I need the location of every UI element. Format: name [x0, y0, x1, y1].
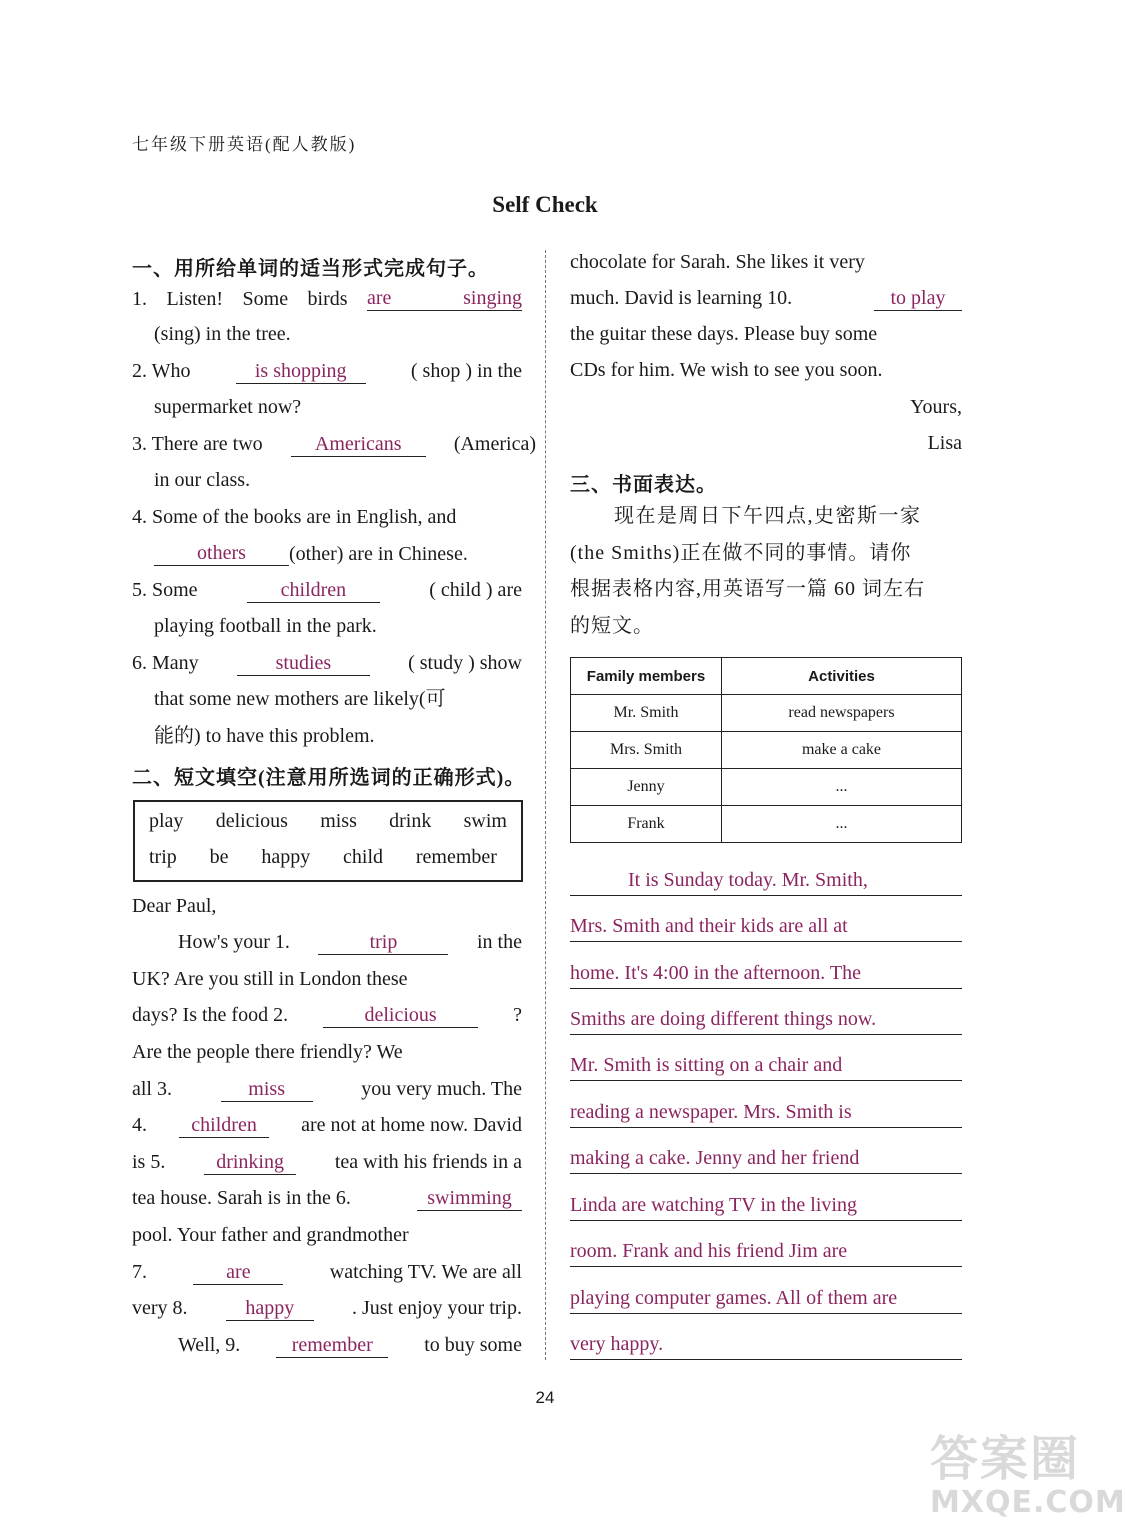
passage-text: tea house. Sarah is in the 6.: [132, 1187, 351, 1209]
blank-7-answer[interactable]: are: [193, 1260, 283, 1285]
watermark-url: MXQE.COM: [930, 1485, 1126, 1520]
passage-line-12: [178, 1333, 522, 1358]
q6-continuation-1: that some new mothers are likely(可: [154, 688, 446, 710]
essay-line-1: It is Sunday today. Mr. Smith,: [570, 865, 962, 896]
passage-line-2: UK? Are you still in London these: [132, 968, 408, 990]
blank-2-answer[interactable]: delicious: [323, 1003, 478, 1028]
passage-line-14: [570, 286, 962, 311]
table-header: Activities: [722, 658, 962, 695]
passage-text: in the: [477, 931, 522, 953]
blank-8-answer[interactable]: happy: [226, 1296, 314, 1321]
page-number: 24: [535, 1388, 555, 1407]
table-cell: ...: [722, 769, 962, 806]
q3-continuation: in our class.: [154, 469, 251, 491]
passage-line-15: the guitar these days. Please buy some: [570, 323, 878, 345]
book-header: 七年级下册英语(配人教版): [132, 135, 357, 154]
blank-9-answer[interactable]: remember: [276, 1333, 388, 1358]
passage-text: days? Is the food 2.: [132, 1004, 289, 1026]
q2-continuation: supermarket now?: [154, 396, 302, 418]
essay-line-3: home. It's 4:00 in the afternoon. The: [570, 958, 962, 989]
passage-text: is 5.: [132, 1151, 166, 1173]
blank-4-answer[interactable]: children: [179, 1113, 269, 1138]
passage-text: much. David is learning 10.: [570, 287, 793, 309]
q4-continuation: [154, 541, 468, 566]
passage-text: to buy some: [424, 1334, 522, 1356]
q2-suffix: ( shop ) in the: [410, 360, 522, 382]
essay-line-4: Smiths are doing different things now.: [570, 1004, 962, 1035]
letter-signature: Lisa: [927, 432, 962, 454]
passage-line-11: [132, 1296, 522, 1321]
q6-answer[interactable]: studies: [237, 651, 370, 676]
passage-text: all 3.: [132, 1078, 172, 1100]
table-header: Family members: [571, 658, 722, 695]
word-item: child: [343, 846, 384, 868]
prompt-line-1: 现在是周日下午四点,史密斯一家: [614, 505, 922, 527]
essay-line-2: Mrs. Smith and their kids are all at: [570, 911, 962, 942]
q4-suffix: (other) are in Chinese.: [289, 543, 468, 565]
q1-prefix: 1. Listen! Some birds: [132, 288, 348, 310]
table-cell: make a cake: [722, 732, 962, 769]
passage-text: 7.: [132, 1261, 147, 1283]
passage-text: very 8.: [132, 1297, 188, 1319]
word-item: be: [209, 846, 229, 868]
q2-prefix: 2. Who: [132, 360, 191, 382]
q3-suffix: (America): [453, 433, 536, 455]
table-row: [571, 769, 962, 806]
essay-line-8: Linda are watching TV in the living: [570, 1190, 962, 1221]
word-item: swim: [463, 810, 507, 832]
essay-line-11: very happy.: [570, 1329, 962, 1360]
word-item: drink: [389, 810, 432, 832]
blank-5-answer[interactable]: drinking: [204, 1150, 296, 1175]
activities-table: [570, 657, 962, 843]
table-header-row: [571, 658, 962, 695]
word-bank-row-1: [149, 810, 507, 833]
q5-suffix: ( child ) are: [429, 579, 522, 601]
table-cell: read newspapers: [722, 695, 962, 732]
section2-heading: 二、短文填空(注意用所选词的正确形式)。: [132, 767, 526, 789]
passage-text: 4.: [132, 1114, 147, 1136]
prompt-line-4: 的短文。: [570, 615, 654, 637]
passage-text: How's your 1.: [178, 931, 290, 953]
watermark-logo: [930, 1420, 1126, 1530]
word-item: miss: [320, 810, 357, 832]
blank-10-answer[interactable]: to play: [874, 286, 962, 311]
q5-prefix: 5. Some: [132, 579, 198, 601]
word-item: play: [149, 810, 184, 832]
passage-line-1: [178, 930, 522, 955]
table-cell: Frank: [571, 806, 722, 843]
passage-line-6: [132, 1113, 522, 1138]
q5-continuation: playing football in the park.: [154, 615, 377, 637]
passage-line-7: [132, 1150, 522, 1175]
q6-suffix: ( study ) show: [408, 652, 522, 674]
table-row: [571, 806, 962, 843]
word-bank: [133, 800, 523, 882]
q5-answer[interactable]: children: [247, 578, 380, 603]
word-item: remember: [415, 846, 497, 868]
q4-line: 4. Some of the books are in English, and: [132, 506, 457, 528]
word-item: delicious: [215, 810, 288, 832]
passage-line-4: Are the people there friendly? We: [132, 1041, 403, 1063]
word-item: happy: [261, 846, 311, 868]
essay-line-10: playing computer games. All of them are: [570, 1283, 962, 1314]
q2-line: [132, 359, 522, 384]
essay-line-6: reading a newspaper. Mrs. Smith is: [570, 1097, 962, 1128]
q1-answer[interactable]: are singing: [367, 287, 522, 309]
essay-line-9: room. Frank and his friend Jim are: [570, 1236, 962, 1267]
prompt-line-2: (the Smiths)正在做不同的事情。请你: [570, 542, 912, 564]
passage-line-10: [132, 1260, 522, 1285]
q2-answer[interactable]: is shopping: [236, 359, 366, 384]
passage-line-3: [132, 1003, 522, 1028]
q6-line: [132, 651, 522, 676]
q6-prefix: 6. Many: [132, 652, 199, 674]
letter-salutation: Dear Paul,: [132, 895, 217, 917]
q4-answer[interactable]: others: [154, 541, 289, 566]
essay-line-5: Mr. Smith is sitting on a chair and: [570, 1050, 962, 1081]
prompt-line-3: 根据表格内容,用英语写一篇 60 词左右: [570, 578, 925, 600]
q1-line: [132, 286, 522, 311]
q6-continuation-2: 能的) to have this problem.: [154, 725, 375, 747]
q3-line: [132, 432, 536, 457]
blank-3-answer[interactable]: miss: [221, 1077, 313, 1102]
q5-line: [132, 578, 522, 603]
passage-text: you very much. The: [361, 1078, 522, 1100]
table-row: [571, 732, 962, 769]
passage-line-9: pool. Your father and grandmother: [132, 1224, 409, 1246]
passage-text: Well, 9.: [178, 1334, 241, 1356]
table-cell: Jenny: [571, 769, 722, 806]
blank-6-answer[interactable]: swimming: [417, 1186, 522, 1211]
page-title: Self Check: [492, 192, 598, 217]
section1-heading: 一、用所给单词的适当形式完成句子。: [132, 258, 489, 280]
passage-line-13: chocolate for Sarah. She likes it very: [570, 251, 865, 273]
passage-text: watching TV. We are all: [329, 1261, 522, 1283]
passage-text: tea with his friends in a: [334, 1151, 522, 1173]
q3-prefix: 3. There are two: [132, 433, 263, 455]
passage-line-8: [132, 1186, 522, 1211]
passage-text: . Just enjoy your trip.: [351, 1297, 522, 1319]
passage-text: ?: [513, 1004, 522, 1026]
table-cell: ...: [722, 806, 962, 843]
passage-line-5: [132, 1077, 522, 1102]
table-cell: Mrs. Smith: [571, 732, 722, 769]
passage-line-16: CDs for him. We wish to see you soon.: [570, 359, 883, 381]
column-divider: [545, 250, 546, 1360]
word-bank-row-2: [149, 846, 497, 869]
passage-text: are not at home now. David: [301, 1114, 522, 1136]
q1-continuation: (sing) in the tree.: [154, 323, 291, 345]
letter-closing: Yours,: [910, 396, 962, 418]
watermark-text: 答案圈: [930, 1431, 1081, 1487]
section3-heading: 三、书面表达。: [570, 474, 717, 496]
blank-1-answer[interactable]: trip: [318, 930, 448, 955]
word-item: trip: [149, 846, 177, 868]
table-cell: Mr. Smith: [571, 695, 722, 732]
table-row: [571, 695, 962, 732]
essay-line-7: making a cake. Jenny and her friend: [570, 1143, 962, 1174]
q3-answer[interactable]: Americans: [291, 432, 426, 457]
